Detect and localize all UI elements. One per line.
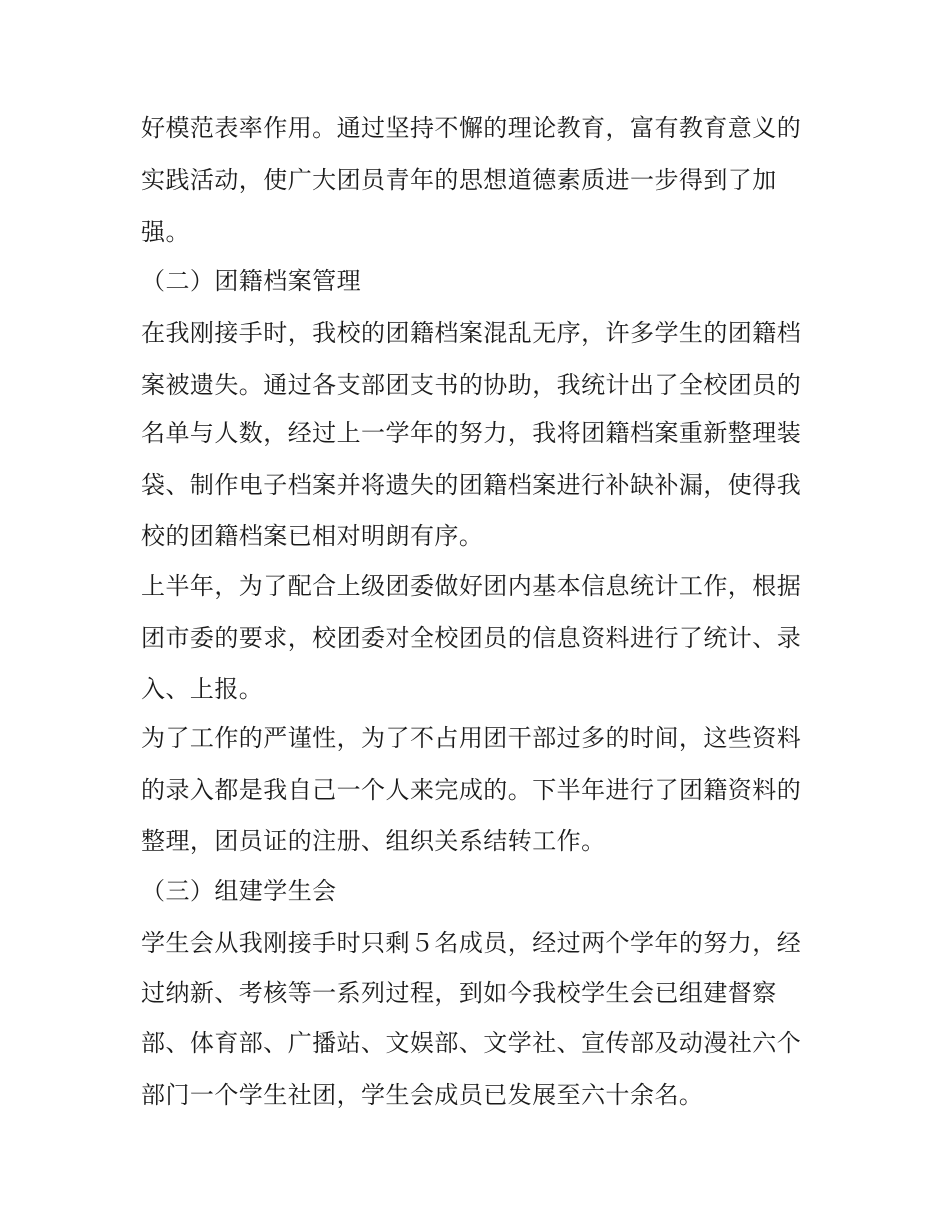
text-line: 案被遗失。通过各支部团支书的协助，我统计出了全校团员的 xyxy=(141,371,802,399)
text-line: 校的团籍档案已相对明朗有序。 xyxy=(141,522,484,550)
text-line: 过纳新、考核等一系列过程，到如今我校学生会已组建督察 xyxy=(141,979,777,1007)
text-line: 团市委的要求，校团委对全校团员的信息资料进行了统计、录 xyxy=(141,624,802,652)
text-line: 部门一个学生社团，学生会成员已发展至六十余名。 xyxy=(141,1081,704,1109)
text-line: 部、体育部、广播站、文娱部、文学社、宣传部及动漫社六个 xyxy=(141,1029,802,1057)
section-heading: （三）组建学生会 xyxy=(141,877,337,905)
section-heading: （二）团籍档案管理 xyxy=(141,267,362,295)
text-line: 强。 xyxy=(141,218,190,246)
text-line: 名单与人数，经过上一学年的努力，我将团籍档案重新整理装 xyxy=(141,419,802,447)
text-line: 的录入都是我自己一个人来完成的。下半年进行了团籍资料的 xyxy=(141,776,802,804)
text-line: 好模范表率作用。通过坚持不懈的理论教育，富有教育意义的 xyxy=(141,114,802,142)
text-line: 学生会从我刚接手时只剩５名成员，经过两个学年的努力，经 xyxy=(141,929,802,957)
text-line: 袋、制作电子档案并将遗失的团籍档案进行补缺补漏，使得我 xyxy=(141,471,802,499)
text-line: 实践活动，使广大团员青年的思想道德素质进一步得到了加 xyxy=(141,166,777,194)
text-line: 为了工作的严谨性，为了不占用团干部过多的时间，这些资料 xyxy=(141,724,802,752)
text-line: 整理，团员证的注册、组织关系结转工作。 xyxy=(141,827,606,855)
text-line: 入、上报。 xyxy=(141,675,264,703)
text-line: 上半年，为了配合上级团委做好团内基本信息统计工作，根据 xyxy=(141,572,802,600)
text-line: 在我刚接手时，我校的团籍档案混乱无序，许多学生的团籍档 xyxy=(141,319,802,347)
